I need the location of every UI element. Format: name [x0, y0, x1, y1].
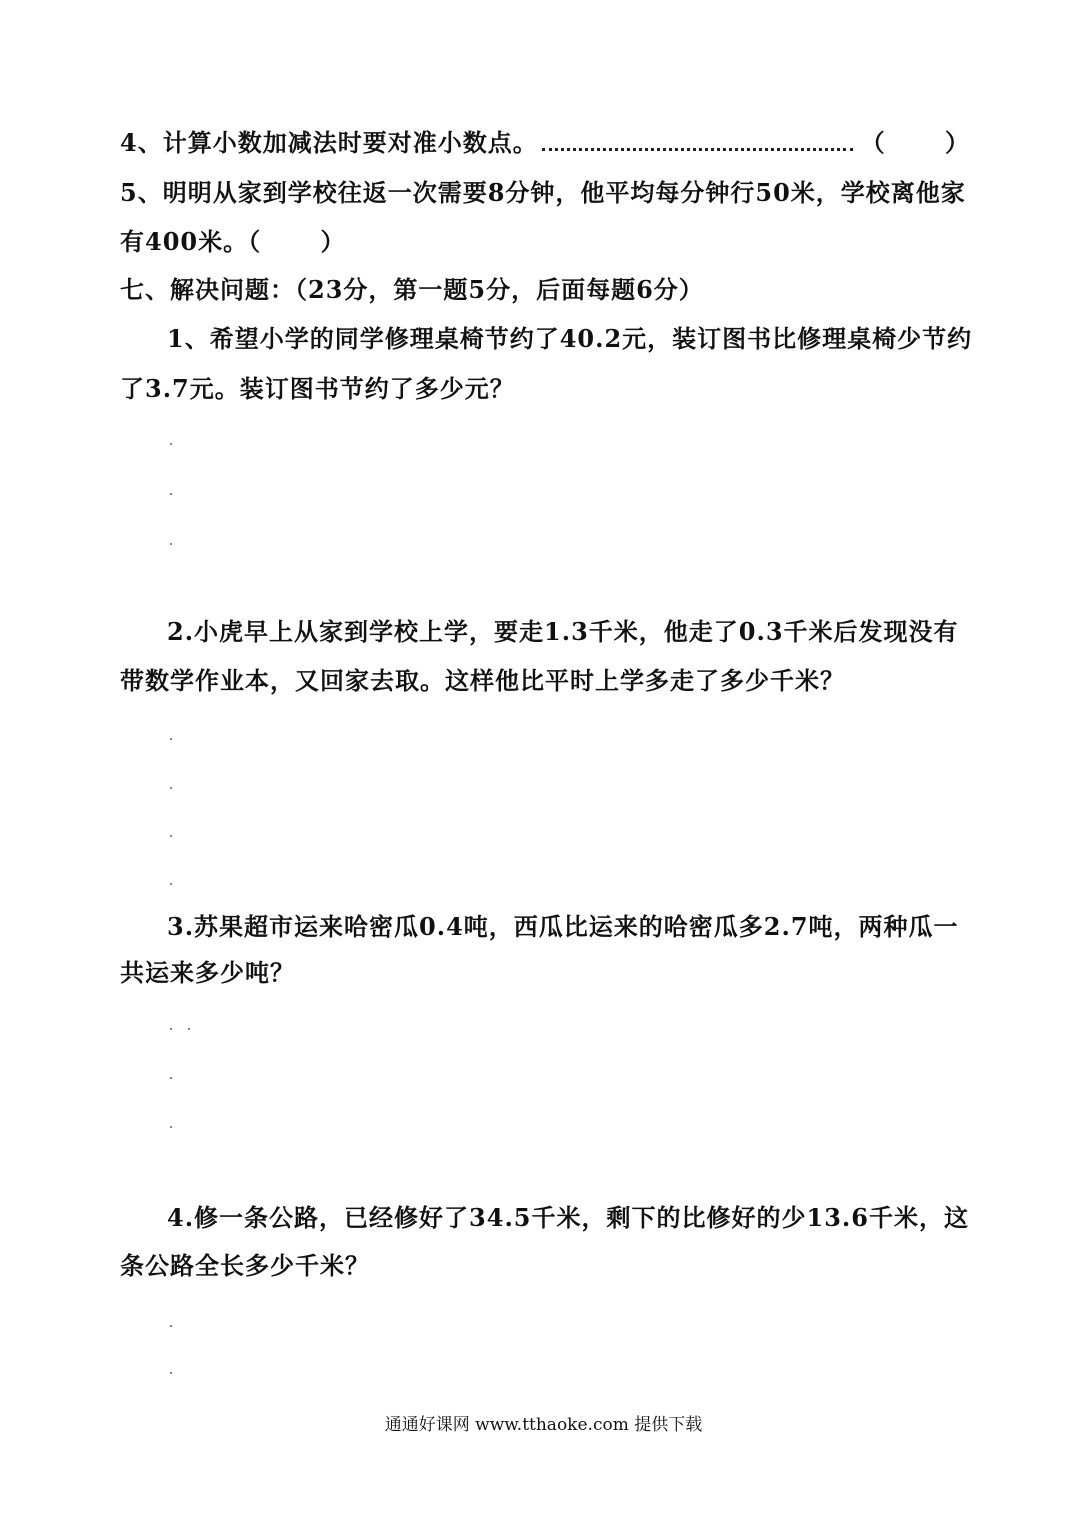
problem-2-line-1: 2.小虎早上从家到学校上学，要走1.3千米，他走了0.3千米后发现没有 — [167, 617, 959, 646]
scan-speck — [170, 1028, 172, 1030]
problem-1-line-1: 1、希望小学的同学修理桌椅节约了40.2元，装订图书比修理桌椅少节约 — [167, 324, 973, 353]
scan-speck — [170, 787, 172, 789]
problem-2-line-2: 带数学作业本，又回家去取。这样他比平时上学多走了多少千米？ — [120, 666, 845, 695]
scan-speck — [170, 883, 172, 885]
problem-3-line-2: 共运来多少吨？ — [120, 958, 295, 987]
scan-speck — [170, 493, 172, 495]
scan-speck — [170, 1077, 172, 1079]
scan-speck — [170, 835, 172, 837]
scan-speck — [170, 443, 172, 445]
question-5-line-1: 5、明明从家到学校往返一次需要8分钟，他平均每分钟行50米，学校离他家 — [120, 178, 966, 207]
dotted-leader — [542, 147, 853, 151]
section-heading: 七、解决问题：（23分，第一题5分，后面每题6分） — [120, 275, 704, 304]
scan-speck — [170, 1325, 172, 1327]
footer-credit: 通通好课网 www.tthaoke.com 提供下载 — [384, 1415, 703, 1435]
scan-speck — [170, 1372, 172, 1374]
question-4 — [120, 128, 970, 158]
question-5-line-2: 有400米。（ ） — [120, 227, 346, 256]
problem-3-line-1: 3.苏果超市运来哈密瓜0.4吨，西瓜比运来的哈密瓜多2.7吨，两种瓜一 — [167, 912, 959, 941]
question-4-text: 4、计算小数加减法时要对准小数点。 — [120, 128, 538, 157]
answer-paren-4: （ ） — [860, 128, 970, 157]
problem-4-line-1: 4.修一条公路，已经修好了34.5千米，剩下的比修好的少13.6千米，这 — [167, 1203, 969, 1232]
scan-speck — [170, 738, 172, 740]
scan-speck — [170, 543, 172, 545]
scan-speck — [170, 1126, 172, 1128]
problem-1-line-2: 了3.7元。装订图书节约了多少元？ — [120, 374, 515, 403]
scan-speck — [188, 1028, 190, 1030]
problem-4-line-2: 条公路全长多少千米？ — [120, 1251, 370, 1280]
